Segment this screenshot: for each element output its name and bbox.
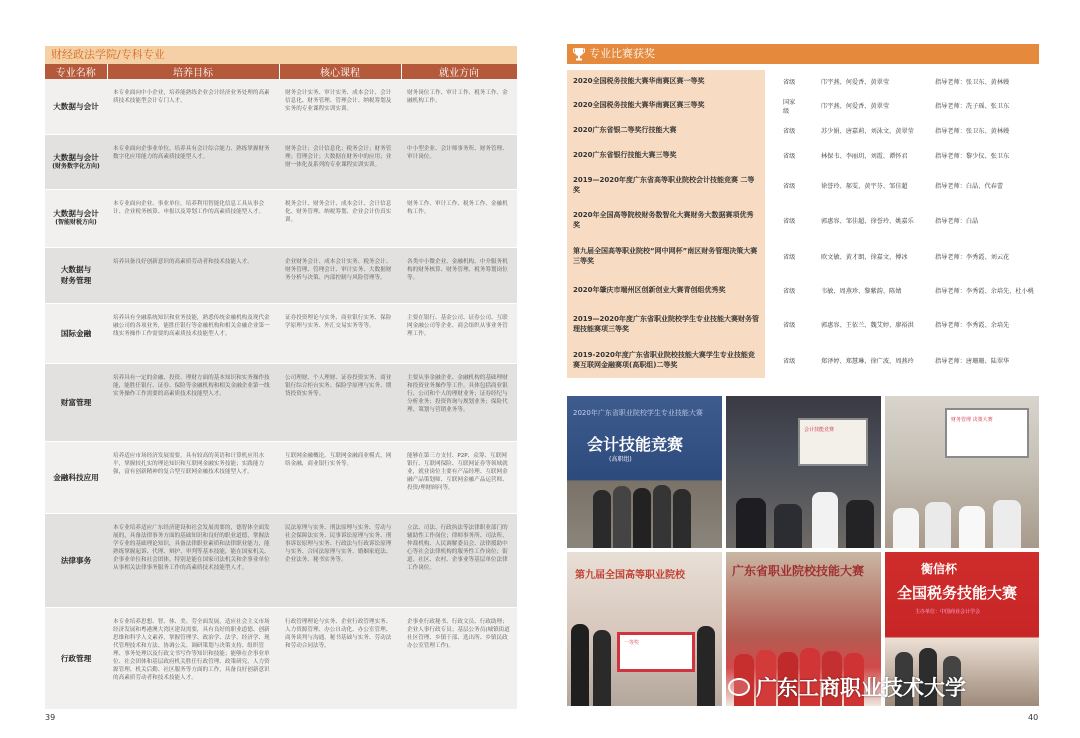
award-name: 2020全国税务技能大赛华南赛区赛三等奖 [567,93,765,118]
table-row [45,607,517,709]
award-students: 苏少娟、唐嘉莉、刘泳文、黄翠莹 [821,128,914,135]
table-row [45,189,517,247]
award-name: 2019—2020年度广东省高等职业院校会计技能竞赛 二等奖 [567,168,765,202]
award-teacher: 指导老师：白晶、代春蕾 [935,182,1004,190]
col-header-jobs: 就业方向 [401,64,517,79]
jobs-cell: 中小型企业、会计师事务所、财务管理、审计岗位。 [401,134,517,189]
award-level: 省级 [783,357,796,365]
jobs-cell: 各类中小微企业、金融机构、中介服务机构的财务核算、财务管理、税务筹划岗位等。 [401,247,517,303]
courses-cell: 财务会计；会计信息化；税务会计；财务管理；管理会计；大数据在财务中的应用；业财一体化及系列的专业课程实训实训。 [279,134,401,189]
table-row [45,247,517,303]
photo-banner-main: 会计技能竞赛 [587,435,684,454]
major-name: 大数据与 [60,265,92,274]
award-students: 郑泽婷、郑慧琳、徐广波、周燕玲 [821,357,914,365]
award-level: 省级 [783,79,796,86]
major-name: 大数据与会计 [53,101,99,111]
major-sub: 财务管理 [60,276,92,285]
competition-photo-5: 广东省职业院校技能大赛 [726,552,881,706]
list-item [567,342,1039,378]
table-row [45,363,517,441]
list-item [567,274,1039,306]
award-name: 2020年肇庆市端州区创新创业大赛青创组优秀奖 [567,274,765,306]
award-students: 郭惠容、邹佳超、徐誉玲、姚嘉乐 [821,217,914,225]
award-level: 省级 [783,128,796,135]
target-cell: 培养具备良好创新意识的高素质劳动者和技术技能人才。 [107,247,279,303]
section-title: 财经政法学院/专科专业 [45,46,517,64]
majors-table [45,64,518,710]
photo-banner-top: 2020年广东省职业院校学生专业技能大赛 [573,409,703,417]
jobs-cell: 立法、司法、行政执法等法律职业部门的辅助性工作岗位；律师事务所、司法所、仲裁机构、人民调解委员会、法律援助中心等社会法律机构的服务性工作岗位；街道、社区、农村、企事业等基层单位法律工作岗位。 [401,513,517,607]
award-level: 省级 [783,182,796,190]
awards-title: 专业比赛获奖 [567,44,1039,64]
award-name: 2019—2020年度广东省职业院校学生专业技能大赛财务管理技能赛项三等奖 [567,306,765,342]
wechat-watermark [728,672,966,702]
courses-cell: 证券投资理论与实务、商业银行实务、保险学原理与实务、外汇交易实务等等。 [279,303,401,363]
list-item [567,168,1039,202]
list-item [567,143,1039,168]
competition-photo-4: 第九届全国高等职业院校 一等奖 [567,552,722,706]
award-students: 郭惠容、王依兰、魏艾婷、廖裕洪 [821,321,914,329]
award-level: 省级 [783,217,796,225]
award-name: 2020广东省银行技能大赛三等奖 [567,143,765,168]
competition-photo-3 [885,396,1039,548]
watermark-text: 广东工商职业技术大学 [756,676,966,700]
major-name: 行政管理 [60,653,92,663]
award-level: 省级 [783,153,796,160]
major-name: 大数据与会计 [53,209,99,219]
award-teacher: 指导老师：张卫东、黄林嫚 [935,79,1010,86]
award-name: 2020全国税务技能大赛华南赛区赛一等奖 [567,70,765,93]
award-students: 欧文敏、黄才朗、徐嘉文、傅冰 [821,253,908,261]
photo-banner-sub: (高职组) [609,456,632,463]
projector-screen: 会计技能竞赛 [798,418,868,466]
col-header-courses: 核心课程 [279,64,401,79]
list-item [567,306,1039,342]
award-students: 邝宇燕、何爱香、黄翠莹 [821,103,890,110]
table-row [45,441,517,513]
table-row [45,79,517,134]
award-level: 省级 [783,321,796,329]
jobs-cell: 能够在第三方支付、P2P、众筹、互联网银行、互联网保险、互联网证券等领域就业，就业岗位主要有产品经理、互联网金融产品策划师、互联网金融产品运营师、投资/理财顾问等。 [401,441,517,513]
award-students: 林保韦、李丽玥、刘霞、谭怀君 [821,153,908,160]
award-teacher: 指导老师：李秀霞、余培先、杜小桃 [935,287,1034,295]
jobs-cell: 企事业行政秘书、行政文员、行政助理；企业人事行政专员；基层公务员(城镇街道社区管理、乡镇干部、选出所、乡镇民政办公室管理工作)。 [401,607,517,709]
major-name: 金融科技应用 [53,472,99,482]
list-item [567,70,1039,93]
courses-cell: 公司理财、个人理财、证券投资实务、商业银行综合柜台实务、保险学原理与实务、期货投资实务等。 [279,363,401,441]
major-name: 财富管理 [60,397,92,407]
award-teacher: 指导老师：李秀霞、刘云花 [935,253,1010,261]
table-row [45,303,517,363]
award-teacher: 指导老师：李秀霞、余培先 [935,321,1010,329]
trophy-icon [573,47,585,61]
award-students: 徐誉玲、郝雯、黄宇芬、邹佳超 [821,182,908,190]
award-board: 一等奖 [617,632,695,672]
target-cell: 本专业面向企事业单位，培养具有会计综合能力、熟练掌握财务数字化应用能力的高素质技能型人才。 [107,134,279,189]
award-name: 2020广东省银二等奖行技能大赛 [567,118,765,143]
courses-cell: 财务会计实务、审计实务、成本会计、会计信息化、财务管理、管理会计、纳税筹划及实务的专业课程实训实训。 [279,79,401,134]
col-header-target: 培养目标 [107,64,279,79]
page-number: 39 [45,713,56,722]
table-row [45,513,517,607]
award-name: 2020年全国高等院校财务数智化大赛财务大数据赛项优秀奖 [567,202,765,238]
courses-cell: 互联网金融概论，互联网金融商业模式，网络金融，商业银行实务等。 [279,441,401,513]
award-level: 省级 [783,287,796,295]
award-teacher: 指导老师：张卫东、黄林嫚 [935,128,1010,135]
courses-cell: 行政管理理论与实务、企业行政管理实务、人力资源管理、办公自动化、办公室管理、商务谈判与沟通、秘书基础与实务、劳动法和劳动合同法等。 [279,607,401,709]
major-name: 法律事务 [60,555,92,565]
target-cell: 本专业面向中小企业，培养能熟练企业会计经济业务处理的高素质技术技能型会计专门人才。 [107,79,279,134]
jobs-cell: 财务工作、审计工作、税务工作、金融机构工作。 [401,189,517,247]
award-name: 第九届全国高等职业院校“网中网杯”南区财务管理决策大赛三等奖 [567,238,765,274]
target-cell: 本专业面向企业、事业单位，培养利用智能化信息工具从事会计、企业税务核算、申报以及筹划工作的高素质技能型人才。 [107,189,279,247]
major-name: 大数据与会计 [53,152,99,162]
competition-photo-2 [726,396,881,548]
competition-photo-1 [567,396,722,548]
award-students: 邝宇燕、何爱香、黄翠莹 [821,79,890,86]
table-row [45,134,517,189]
target-cell: 培养具有全融系统知识和业务技能，熟悉传统金融机构及现代金融公司的各项业务，能胜任银行等金融机构和相关金融企业第一线实务操作工作需要的高素质技术技能型人才。 [107,303,279,363]
award-level: 国家级 [783,98,796,115]
award-teacher: 指导老师：黎少仪、张卫东 [935,153,1010,160]
jobs-cell: 主要从事金融企业、金融机构的基础理财和投资业务操作等工作。具体包括商业银行、公司和个人的理财业务；证券经纪与分析业务；投资咨询与规划业务；保险代理、策划与营销业务等。 [401,363,517,441]
award-teacher: 指导老师：白晶 [935,217,979,225]
target-cell: 培养具有一定的金融、投资、理财方面的基本知识和实务操作技能，能胜任银行、证券、保险等金融机构和相关金融企业第一线实务操作工作需要的高素质技术技能型人才。 [107,363,279,441]
list-item [567,202,1039,238]
list-item [567,118,1039,143]
award-level: 省级 [783,253,796,261]
award-teacher: 指导老师：冼子瑶、张卫东 [935,103,1010,110]
award-name: 2019-2020年度广东省职业院校技能大赛学生专业技能竞赛互联网金融赛项(高职组)二等奖 [567,342,765,378]
jobs-cell: 主要在银行、基金公司、证券公司、互联网金融公司等企业、商会组织从事业务管理工作。 [401,303,517,363]
jobs-cell: 财务岗位工作、审计工作、税务工作、金融机构工作。 [401,79,517,134]
awards-list [567,70,1039,378]
target-cell: 培养适应市场经济发展需要，具有较高的英语和计算机应用水平，掌握较扎实的理论知识和互联网金融实务技能；实践能力强，富有创新精神的复合型互联网金融技术技能型人才。 [107,441,279,513]
list-item [567,238,1039,274]
award-students: 韦敏、周燕珍、黎紫韵、陈婧 [821,287,902,295]
courses-cell: 企业财务会计、成本会计实务、税务会计、财务管理、管理会计、审计实务、大数据财务分析与决策、内部控制与风险管理等。 [279,247,401,303]
wechat-icon [728,678,750,696]
courses-cell: 民法原理与实务、刑法原理与实务、劳动与社会保障法实务、民事诉讼原理与实务、刑事诉讼原理与实务、行政法与行政诉讼原理与实务、合同法原理与实务、婚姻家庭法、企业法务、秘书实务等。 [279,513,401,607]
competition-photo-6: 衡信杯 全国税务技能大赛 主办单位：中国商业会计学会 [885,552,1039,706]
award-teacher: 指导老师：唐珊珊、陆翠华 [935,357,1010,365]
page-number: 40 [1028,713,1039,722]
major-sub: (财务数字化方向) [52,162,100,170]
target-cell: 本专业培养适应广东经济建设和社会发展需要的，德智体全面发展的，具备法律事务方面的基础知识和良好的职业道德，掌握法学专业的基础理论知识，具备法律职业素质和法律职业能力，能熟练掌握起诉、代理、辩护、审判等基本技能，能在国家机关、企事业单位和社会团体，特别是能在国家司法机关和企事业单位从事相关法律事务服务工作的高素质技术技能型人才。 [107,513,279,607]
list-item [567,93,1039,118]
col-header-name: 专业名称 [45,64,107,79]
projector-screen: 财务管理 决策大赛 [945,408,1029,458]
courses-cell: 税务会计、财务会计、成本会计、会计信息化、财务管理、纳税筹划、企业会计仿真实训。 [279,189,401,247]
photo-gallery [567,396,1039,706]
target-cell: 本专业培养思想、智、体、美、劳全面发展，适应社会主义市场经济发展和粤港澳大湾区建设需要，具有良好的职业道德、创新思维和科学人文素养，掌握管理学、政治学、法学、经济学、现代管理技术和方法、协调公关、调研策划与决策支持、组织管理、事务处理以及行政文书写作等知识和技能；能够在企事业单位、社会团体和基层政府机关胜任行政管理、政策研究、人力资源管理、机关后勤、社区服务等方面的工作，具备良好创新意识的高素质劳动者和技术技能人才。 [107,607,279,709]
major-name: 国际金融 [60,328,92,338]
major-sub: (智能财税方向) [55,219,97,227]
